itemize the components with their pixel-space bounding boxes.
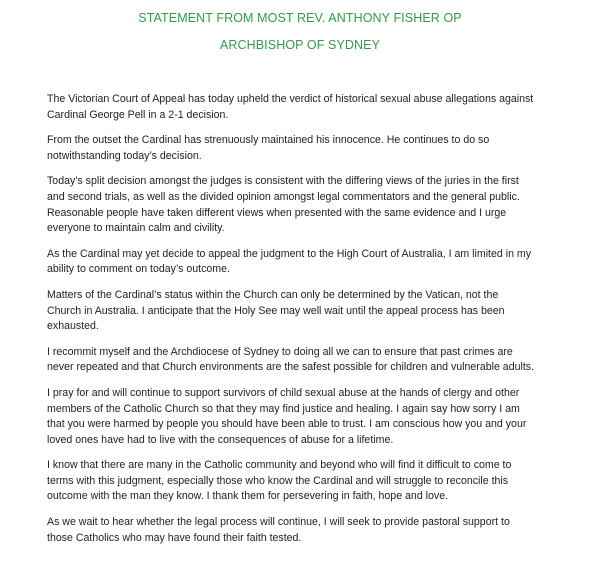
statement-title: STATEMENT FROM MOST REV. ANTHONY FISHER OP <box>138 11 462 25</box>
paragraph-1: The Victorian Court of Appeal has today upheld the verdict of historical sexual abuse allegations against Cardinal George Pell in a 2-1 decision. <box>47 93 534 121</box>
paragraph-5: Matters of the Cardinal’s status within the Church can only be determined by the Vatican, not the Church in Australia. I anticipate that the Holy See may well wait until the appeal process has been exhausted. <box>47 288 505 333</box>
paragraph-6: I recommit myself and the Archdiocese of Sydney to doing all we can to ensure that past crimes are never repeated and that Church environments are the safest possible for children and vulnerable adults. <box>47 345 535 374</box>
statement-subtitle: ARCHBISHOP OF SYDNEY <box>219 38 381 52</box>
paragraph-9: As we wait to hear whether the legal process will continue, I will seek to provide pastoral support to those Catholics who may have found their faith tested. <box>47 516 510 544</box>
statement-body <box>47 92 562 556</box>
paragraph-2: From the outset the Cardinal has strenuously maintained his innocence. He continues to do so notwithstanding today’s decision. <box>47 134 490 162</box>
paragraph-3: Today’s split decision amongst the judges is consistent with the differing views of the juries in the first and second trials, as well as the divided opinion amongst legal commentators and the general public. Reasonable people have taken different views when presented with the same evidence and I urge everyone to maintain calm and civility. <box>47 175 520 235</box>
paragraph-4: As the Cardinal may yet decide to appeal the judgment to the High Court of Australia, I am limited in my ability to comment on today’s outcome. <box>47 247 532 276</box>
paragraph-7: I pray for and will continue to support survivors of child sexual abuse at the hands of clergy and other members of the Catholic Church so that they may find justice and healing. I again say how sorry I am that you were harmed by people you should have been able to trust. I am conscious how you and your loved ones have had to live with the consequences of abuse for a lifetime. <box>47 386 527 446</box>
paragraph-8: I know that there are many in the Catholic community and beyond who will find it difficult to come to terms with this judgment, especially those who know the Cardinal and will struggle to reconcile this outcome with the man they know. I thank them for persevering in faith, hope and love. <box>47 459 512 503</box>
